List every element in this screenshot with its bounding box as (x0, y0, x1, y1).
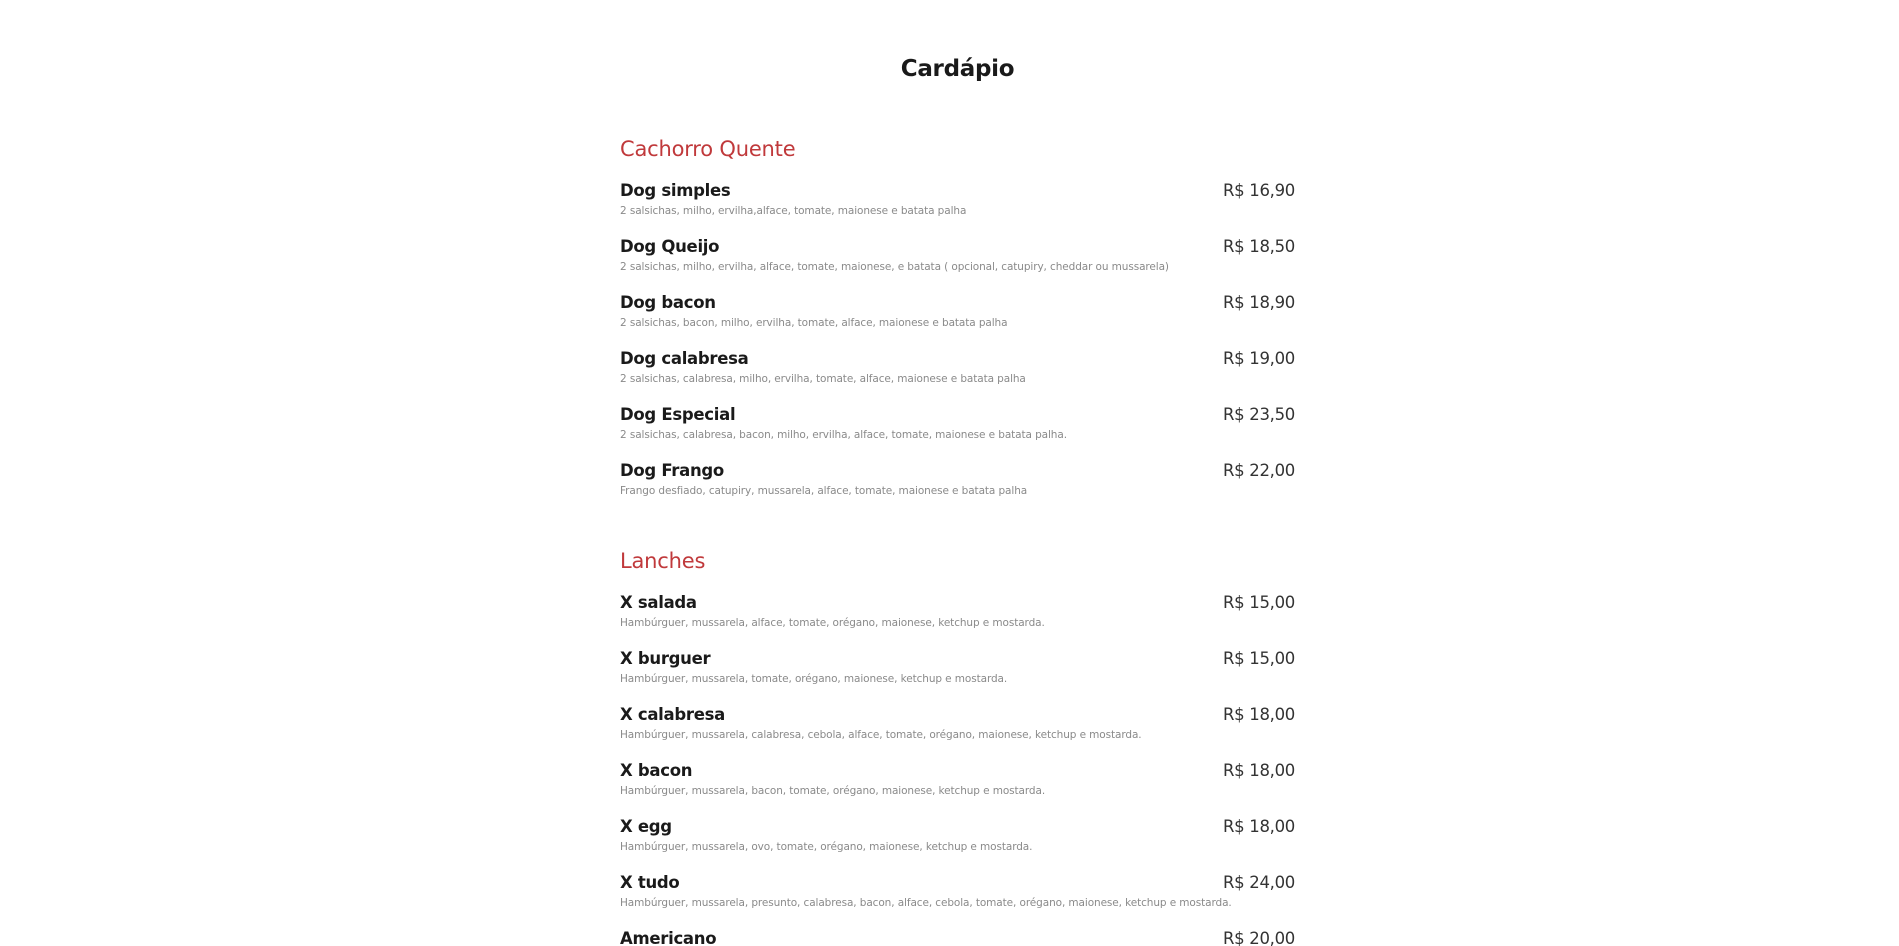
menu-item[interactable] (620, 460, 1295, 516)
item-description: Hambúrguer, mussarela, bacon, tomate, orégano, maionese, ketchup e mostarda. (620, 785, 1046, 797)
item-description: 2 salsichas, calabresa, bacon, milho, ervilha, alface, tomate, maionese e batata palha. (620, 429, 1067, 441)
item-price: R$ 18,00 (1222, 761, 1295, 780)
item-name: X calabresa (620, 705, 725, 724)
item-name: Dog bacon (620, 293, 716, 312)
menu-item[interactable] (620, 816, 1295, 872)
item-description: Frango desfiado, catupiry, mussarela, alface, tomate, maionese e batata palha (620, 485, 1028, 497)
item-name: Dog calabresa (620, 349, 749, 368)
item-price: R$ 22,00 (1222, 461, 1295, 480)
menu-item[interactable] (620, 760, 1295, 816)
menu-item[interactable] (620, 928, 1295, 946)
item-price: R$ 15,00 (1222, 649, 1295, 668)
item-price: R$ 23,50 (1222, 405, 1295, 424)
menu-item[interactable] (620, 404, 1295, 460)
menu-item[interactable] (620, 180, 1295, 236)
item-price: R$ 24,00 (1222, 873, 1295, 892)
item-name: Dog Frango (620, 461, 724, 480)
item-price: R$ 20,00 (1222, 929, 1295, 946)
item-name: Dog Queijo (620, 237, 720, 256)
menu-item[interactable] (620, 704, 1295, 760)
page-title: Cardápio (900, 56, 1015, 82)
item-price: R$ 18,00 (1222, 705, 1295, 724)
item-price: R$ 18,90 (1222, 293, 1295, 312)
item-description: Hambúrguer, mussarela, alface, tomate, orégano, maionese, ketchup e mostarda. (620, 617, 1045, 629)
item-name: X egg (620, 817, 672, 836)
item-name: Americano (620, 929, 717, 946)
item-price: R$ 19,00 (1222, 349, 1295, 368)
item-description: 2 salsichas, milho, ervilha,alface, tomate, maionese e batata palha (620, 205, 967, 217)
section-title-lanches: Lanches (620, 549, 706, 573)
menu-item[interactable] (620, 348, 1295, 404)
item-description: Hambúrguer, mussarela, ovo, tomate, orégano, maionese, ketchup e mostarda. (620, 841, 1033, 853)
item-name: X salada (620, 593, 697, 612)
item-name: X tudo (620, 873, 680, 892)
item-price: R$ 16,90 (1222, 181, 1295, 200)
item-name: X burguer (620, 649, 711, 668)
item-description: 2 salsichas, bacon, milho, ervilha, tomate, alface, maionese e batata palha (620, 317, 1008, 329)
item-name: Dog Especial (620, 405, 736, 424)
item-description: Hambúrguer, mussarela, tomate, orégano, maionese, ketchup e mostarda. (620, 673, 1008, 685)
item-name: X bacon (620, 761, 693, 780)
menu-item[interactable] (620, 592, 1295, 648)
menu-item[interactable] (620, 872, 1295, 928)
item-description: 2 salsichas, calabresa, milho, ervilha, tomate, alface, maionese e batata palha (620, 373, 1026, 385)
item-description: 2 salsichas, milho, ervilha, alface, tomate, maionese, e batata ( opcional, catupiry, cheddar ou mussarela) (620, 261, 1169, 273)
menu-item[interactable] (620, 236, 1295, 292)
section-title-cachorro-quente: Cachorro Quente (620, 137, 796, 161)
item-price: R$ 18,50 (1222, 237, 1295, 256)
item-price: R$ 18,00 (1222, 817, 1295, 836)
menu-item[interactable] (620, 648, 1295, 704)
item-description: Hambúrguer, mussarela, presunto, calabresa, bacon, alface, cebola, tomate, orégano, maionese, ketchup e mostarda. (620, 897, 1232, 909)
item-name: Dog simples (620, 181, 731, 200)
item-price: R$ 15,00 (1222, 593, 1295, 612)
menu-item[interactable] (620, 292, 1295, 348)
item-description: Hambúrguer, mussarela, calabresa, cebola, alface, tomate, orégano, maionese, ketchup e mostarda. (620, 729, 1142, 741)
